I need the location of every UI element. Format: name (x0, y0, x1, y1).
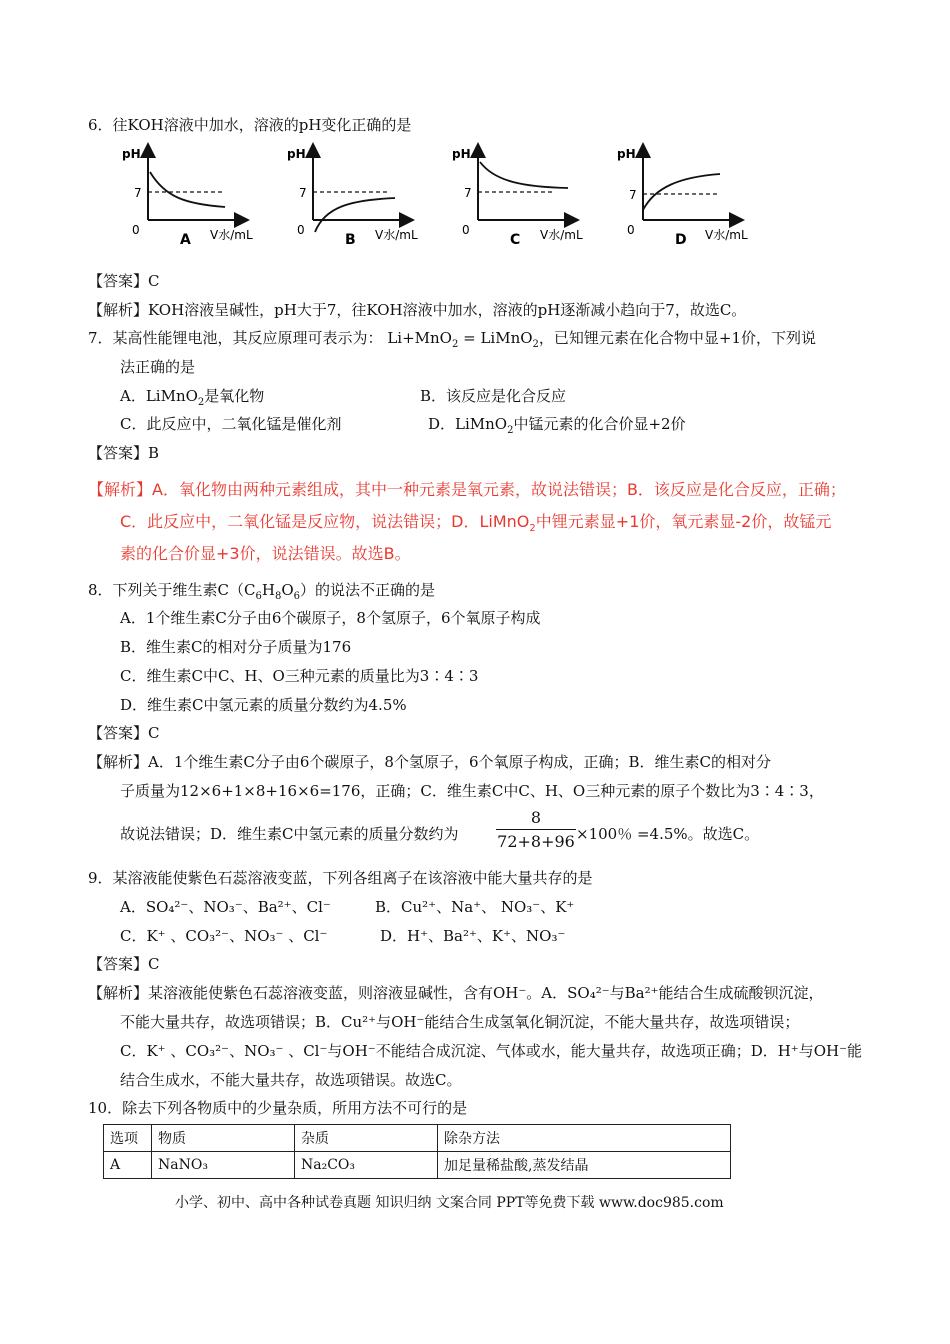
x-axis-label: V水/mL (540, 228, 583, 242)
origin-label: 0 (297, 223, 305, 237)
q7-option-b: B．该反应是化合反应 (420, 387, 567, 405)
graph-option-label: B (345, 232, 356, 248)
table-cell: 加足量稀盐酸,蒸发结晶 (438, 1152, 731, 1179)
ph-curve (315, 198, 395, 232)
q8-analysis-line3-tail: ×100％ =4.5%。故选C。 (576, 825, 760, 843)
q9-analysis-line4: 结合生成水，不能大量共存，故选项错误。故选C。 (120, 1071, 462, 1089)
x-axis-label: V水/mL (705, 228, 748, 242)
q8-option-a: A．1个维生素C分子由6个碳原子，8个氢原子，6个氧原子构成 (120, 609, 541, 627)
q8-option-b: B．维生素C的相对分子质量为176 (120, 638, 352, 656)
table-cell: NaNO₃ (152, 1152, 295, 1179)
q9-stem: 9．某溶液能使紫色石蕊溶液变蓝，下列各组离子在该溶液中能大量共存的是 (88, 869, 593, 887)
y-axis-label: pH (452, 147, 471, 161)
q6-graphs (115, 142, 765, 252)
q9-analysis-line1: 【解析】某溶液能使紫色石蕊溶液变蓝，则溶液显碱性，含有OH⁻。A．SO₄²⁻与Ba²⁺能结合生成硫酸钡沉淀， (88, 984, 824, 1002)
q8-answer: 【答案】C (88, 724, 160, 742)
q9-option-c: C．K⁺ 、CO₃²⁻、NO₃⁻ 、Cl⁻ (120, 927, 328, 945)
q6-stem: 6．往KOH溶液中加水，溶液的pH变化正确的是 (88, 116, 412, 134)
origin-label: 0 (132, 223, 140, 237)
q7-analysis-line3: 素的化合价显+3价，说法错误。故选B。 (120, 544, 411, 563)
q7-stem-line1: 7．某高性能锂电池，其反应原理可表示为： Li+MnO$_2$ = LiMnO$_2$，已知锂元素在化合物中显+1价，下列说 (88, 329, 817, 350)
page-footer: 小学、初中、高中各种试卷真题 知识归纳 文案合同 PPT等免费下载 www.doc985.com (175, 1195, 724, 1211)
q7-analysis-line2: C．此反应中，二氧化锰是反应物，说法错误；D．LiMnO$_2$中锂元素显+1价，氧元素显-2价，故锰元 (120, 512, 832, 535)
graph-option-label: A (180, 232, 191, 248)
table-header-row (104, 1125, 731, 1152)
x-axis-label: V水/mL (375, 228, 418, 242)
q8-stem: 8．下列关于维生素$C(C_6H_8O_6)$的说法不正确的是 (88, 581, 436, 602)
ph-graph-b (287, 147, 418, 248)
x-axis-label: V水/mL (210, 228, 253, 242)
q7-option-c: C．此反应中，二氧化锰是催化剂 (120, 415, 342, 433)
fraction-numerator: 8 (496, 808, 576, 830)
table-cell: Na₂CO₃ (295, 1152, 438, 1179)
ph-curve (480, 162, 568, 188)
q7-analysis-line1: 【解析】A．氧化物由两种元素组成，其中一种元素是氧元素，故说法错误；B．该反应是化合反应，正确； (88, 480, 846, 499)
q8-analysis-line1: 【解析】A．1个维生素C分子由6个碳原子，8个氢原子，6个氧原子构成，正确；B．维生素C的相对分 (88, 753, 771, 771)
tick-label-7: 7 (134, 186, 142, 200)
ph-curve (643, 174, 720, 210)
fraction-denominator: 72+8+96 (497, 832, 575, 851)
q7-option-d: D．LiMnO$_2$中锰元素的化合价显+2价 (428, 415, 686, 436)
origin-label: 0 (627, 223, 635, 237)
q8-option-d: D．维生素C中氢元素的质量分数约为4.5% (120, 696, 407, 714)
table-header-cell: 选项 (104, 1125, 152, 1152)
q7-stem-line2: 法正确的是 (120, 358, 196, 376)
q7-option-a: A．LiMnO$_2$是氧化物 (120, 387, 265, 408)
tick-label-7: 7 (299, 186, 307, 200)
q10-table (103, 1124, 731, 1179)
q10-stem: 10．除去下列各物质中的少量杂质，所用方法不可行的是 (88, 1099, 468, 1117)
graph-option-label: D (675, 232, 687, 248)
ph-graph-a (122, 147, 253, 248)
q7-answer: 【答案】B (88, 444, 160, 462)
q8-analysis-line3: 故说法错误；D．维生素C中氢元素的质量分数约为 (120, 825, 459, 843)
q8-fraction (496, 808, 576, 851)
table-header-cell: 杂质 (295, 1125, 438, 1152)
origin-label: 0 (462, 223, 470, 237)
table-row (104, 1152, 731, 1179)
y-axis-label: pH (617, 147, 636, 161)
q9-option-a: A．SO₄²⁻、NO₃⁻、Ba²⁺、Cl⁻ (120, 898, 331, 916)
tick-label-7: 7 (629, 188, 637, 202)
q9-analysis-line3: C．K⁺ 、CO₃²⁻、NO₃⁻ 、Cl⁻与OH⁻不能结合成沉淀、气体或水，能大量共存，故选项正确；D．H⁺与OH⁻能 (120, 1042, 863, 1060)
ph-curve (150, 172, 225, 207)
q8-analysis-line2: 子质量为12×6+1×8+16×6=176，正确；C．维生素C中C、H、O三种元素的原子个数比为3∶4∶3， (120, 782, 824, 800)
q9-option-d: D．H⁺、Ba²⁺、K⁺、NO₃⁻ (380, 927, 566, 945)
tick-label-7: 7 (464, 186, 472, 200)
graph-option-label: C (510, 232, 521, 248)
table-cell: A (104, 1152, 152, 1179)
q9-answer: 【答案】C (88, 955, 160, 973)
q9-option-b: B．Cu²⁺、Na⁺、 NO₃⁻、K⁺ (375, 898, 575, 916)
y-axis-label: pH (122, 147, 141, 161)
ph-graph-c (452, 147, 583, 248)
table-header-cell: 物质 (152, 1125, 295, 1152)
q6-answer: 【答案】C (88, 272, 160, 290)
q8-option-c: C．维生素C中C、H、O三种元素的质量比为3∶4∶3 (120, 667, 479, 685)
q6-analysis: 【解析】KOH溶液呈碱性，pH大于7，往KOH溶液中加水，溶液的pH逐渐减小趋向于7，故选C。 (88, 301, 747, 319)
y-axis-label: pH (287, 147, 306, 161)
table-header-cell: 除杂方法 (438, 1125, 731, 1152)
ph-graph-d (617, 147, 748, 248)
q9-analysis-line2: 不能大量共存，故选项错误；B．Cu²⁺与OH⁻能结合生成氢氧化铜沉淀，不能大量共存，故选项错误； (120, 1013, 800, 1031)
